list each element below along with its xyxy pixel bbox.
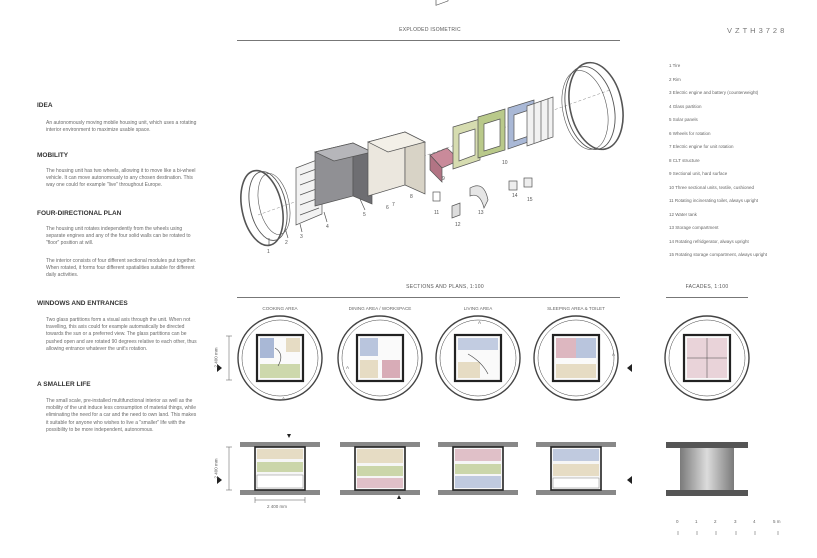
- plan-cooking: [240, 442, 320, 495]
- facades-title: FACADES, 1:100: [685, 284, 729, 290]
- dim-height-sections: 2 400 mm: [213, 347, 219, 368]
- section-sleeping: [534, 316, 618, 400]
- legend-item: 11 Rotating incinerating toilet, always upright: [669, 198, 758, 203]
- section-body-four-directional-2: The interior consists of four different sectional modules put together. When rotated, it forms four different spatialities suitable for different daily activities.: [46, 258, 197, 279]
- section-body-windows: Two glass partitions form a visual axis through the unit. When not travelling, this axis could for example automatically be directed towards the sun or a preferred view. The glass partitions can be pushed open and are rotated 90 degrees relative to each other, thus allowing entrance whatever the unit's rotation.: [46, 317, 197, 352]
- section-mark-a: A: [612, 352, 616, 357]
- section-cooking: [238, 316, 322, 400]
- legend-item: 13 Storage compartment: [669, 225, 719, 230]
- sections-row: [238, 316, 749, 400]
- sections-title: SECTIONS AND PLANS, 1:100: [406, 284, 484, 290]
- exploded-title: EXPLODED ISOMETRIC: [399, 27, 461, 33]
- sections-title-rule: [237, 297, 620, 298]
- legend-item: 4 Glass partition: [669, 103, 702, 109]
- legend-item: 12 Water tank: [669, 211, 697, 217]
- section-title-smaller-life: A SMALLER LIFE: [37, 381, 91, 388]
- section-title-four-directional: FOUR-DIRECTIONAL PLAN: [37, 210, 122, 217]
- column-dining: DINING AREA / WORKSPACE: [348, 306, 412, 311]
- scale-label-4: 4: [753, 519, 756, 524]
- plan-living: [438, 442, 518, 495]
- callout-13: 13: [478, 210, 484, 216]
- project-code: VZTH3728: [727, 26, 788, 35]
- plan-dining: [340, 442, 420, 495]
- legend-item: 14 Rotating refridgerator, always upright: [669, 238, 749, 244]
- legend-item: 7 Electric engine for unit rotation: [669, 144, 734, 149]
- dim-width-plans: 2 400 mm: [267, 504, 288, 509]
- callout-9: 9: [442, 176, 445, 182]
- column-cooking: COOKING AREA: [262, 306, 298, 311]
- callout-5: 5: [363, 212, 366, 218]
- section-body-four-directional-1: The housing unit rotates independently from the wheels using separate engines and any of the four solid walls can be rotated to "floor" position at will.: [46, 226, 191, 247]
- callout-2: 2: [285, 240, 288, 246]
- section-title-mobility: MOBILITY: [37, 152, 69, 159]
- scale-label-0: 0: [676, 519, 679, 524]
- callout-11: 11: [434, 210, 440, 216]
- exploded-isometric-drawing: [235, 0, 631, 249]
- facade-front: [665, 316, 749, 400]
- scale-label-3: 3: [734, 519, 737, 524]
- column-sleeping: SLEEPING AREA & TOILET: [547, 306, 605, 311]
- callout-12: 12: [455, 222, 461, 228]
- section-body-mobility: The housing unit has two wheels, allowing it to move like a bi-wheel vehicle. It can move autonomously to any chosen destination. This way one could for example "live" throughout Europe.: [46, 168, 196, 189]
- section-mark-a: A: [478, 320, 482, 325]
- dim-height-plans: 2 400 mm: [213, 458, 219, 479]
- callout-10: 10: [502, 160, 508, 166]
- legend-item: 8 CLT structure: [669, 157, 700, 163]
- callout-6: 6: [386, 205, 389, 211]
- callout-4: 4: [326, 224, 329, 230]
- callout-15: 15: [527, 197, 533, 203]
- section-mark-a: A: [282, 396, 286, 401]
- legend-item: 6 Wheels for rotation: [669, 130, 711, 136]
- legend-item: 9 Sectional unit, hard surface: [669, 171, 728, 176]
- scale-bar: [678, 531, 778, 535]
- section-living: [436, 316, 520, 400]
- callout-14: 14: [512, 193, 518, 199]
- column-living: LIVING AREA: [463, 306, 493, 311]
- section-title-windows: WINDOWS AND ENTRANCES: [37, 300, 128, 307]
- section-body-idea: An autonomously moving mobile housing unit, which uses a rotating interior environment to maximize usable space.: [46, 120, 197, 134]
- callout-1: 1: [267, 249, 270, 255]
- legend-item: 10 Three sectional units, textile, cushioned: [669, 184, 754, 190]
- legend-item: 15 Rotating storage compartment, always upright: [669, 252, 768, 257]
- section-dining: [338, 316, 422, 400]
- legend-item: 2 Rim: [669, 76, 681, 82]
- section-mark-a: A: [346, 365, 350, 370]
- callout-3: 3: [300, 234, 303, 240]
- facades-title-rule: [666, 297, 748, 298]
- legend-item: 3 Electric engine and battery (counterweight): [669, 90, 759, 95]
- plan-sleeping: [536, 442, 616, 495]
- scale-label-1: 1: [695, 519, 698, 524]
- callout-8: 8: [410, 194, 413, 200]
- legend-item: 5 Solar panels: [669, 117, 698, 122]
- legend-item: 1 Tire: [669, 63, 681, 68]
- section-body-smaller-life: The small scale, pre-installed multifunctional interior as well as the mobility of the unit induce less consumption of material things, while eliminating the need for a car and the need to own land. This makes it suitable for anyone who wishes to live a "smaller" life with the possibility to be more independent, autonomous.: [46, 398, 197, 433]
- plans-row: [240, 442, 748, 496]
- scale-label-5: 5 m: [773, 519, 781, 524]
- section-title-idea: IDEA: [37, 102, 53, 109]
- callout-7: 7: [392, 202, 395, 208]
- scale-label-2: 2: [714, 519, 717, 524]
- facade-side: [666, 442, 748, 496]
